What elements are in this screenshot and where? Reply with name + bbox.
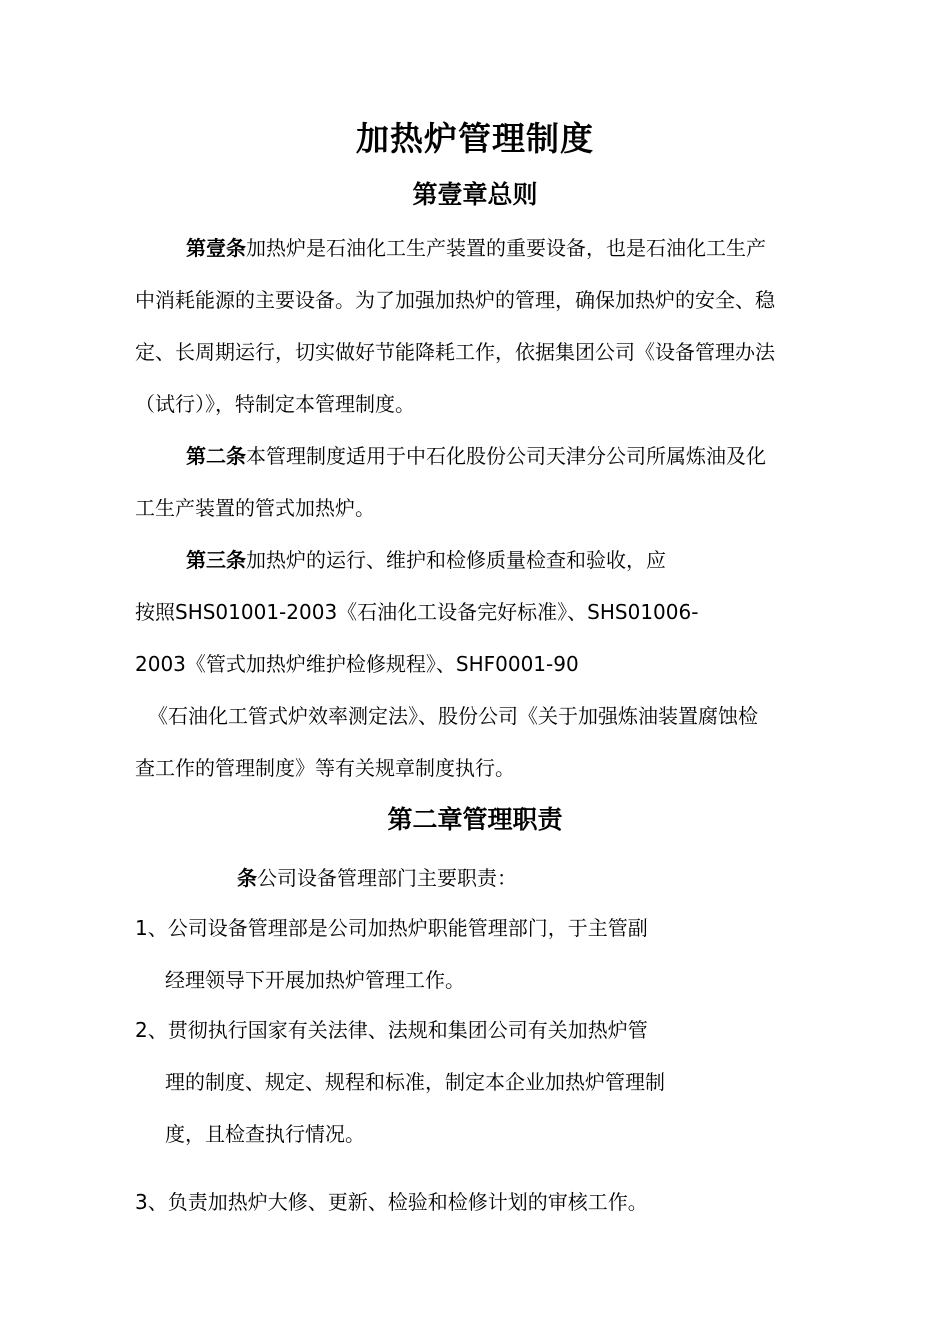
document-title: 加热炉管理制度 xyxy=(356,119,594,158)
article-3-line: 2003《管式加热炉维护检修规程》、SHF0001-90 xyxy=(135,652,579,676)
article-3-first-line xyxy=(186,545,666,575)
chapter-2-article-text: 公司设备管理部门主要职责： xyxy=(257,866,517,890)
duty-item-3: 3、负责加热炉大修、更新、检验和检修计划的审核工作。 xyxy=(135,1190,648,1214)
article-1-line: （试行）》，特制定本管理制度。 xyxy=(135,392,415,416)
article-2-label: 第二条 xyxy=(186,444,246,468)
duty-item-2: 2、贯彻执行国家有关法律、法规和集团公司有关加热炉管 xyxy=(135,1018,648,1042)
article-1-line: 中消耗能源的主要设备。为了加强加热炉的管理，确保加热炉的安全、稳 xyxy=(135,288,775,312)
article-3-line: 查工作的管理制度》等有关规章制度执行。 xyxy=(135,756,515,780)
article-1-first-line xyxy=(186,233,766,263)
article-1-text: 加热炉是石油化工生产装置的重要设备，也是石油化工生产 xyxy=(246,236,766,260)
article-1-line: 定、长周期运行，切实做好节能降耗工作，依据集团公司《设备管理办法 xyxy=(135,340,775,364)
chapter-2-heading: 第二章管理职责 xyxy=(387,805,563,834)
chapter-2-article-label: 条 xyxy=(237,866,257,890)
article-2-text: 本管理制度适用于中石化股份公司天津分公司所属炼油及化 xyxy=(246,444,766,468)
duty-item-2-continuation: 理的制度、规定、规程和标准，制定本企业加热炉管理制 xyxy=(165,1070,665,1094)
article-3-label: 第三条 xyxy=(186,548,246,572)
article-3-line: 按照SHS01001-2003《石油化工设备完好标准》、SHS01006- xyxy=(135,600,699,624)
chapter-2-article-line xyxy=(237,863,517,893)
article-2-line: 工生产装置的管式加热炉。 xyxy=(135,496,375,520)
duty-item-2-continuation: 度，且检查执行情况。 xyxy=(165,1122,365,1146)
article-3-text: 加热炉的运行、维护和检修质量检查和验收，应 xyxy=(246,548,666,572)
article-3-line: 《石油化工管式炉效率测定法》、股份公司《关于加强炼油装置腐蚀检 xyxy=(148,704,758,728)
article-2-first-line xyxy=(186,441,766,471)
duty-item-1-continuation: 经理领导下开展加热炉管理工作。 xyxy=(165,968,465,992)
duty-item-1: 1、公司设备管理部是公司加热炉职能管理部门，于主管副 xyxy=(135,916,648,940)
article-1-label: 第壹条 xyxy=(186,236,246,260)
chapter-1-heading: 第壹章总则 xyxy=(412,180,538,209)
